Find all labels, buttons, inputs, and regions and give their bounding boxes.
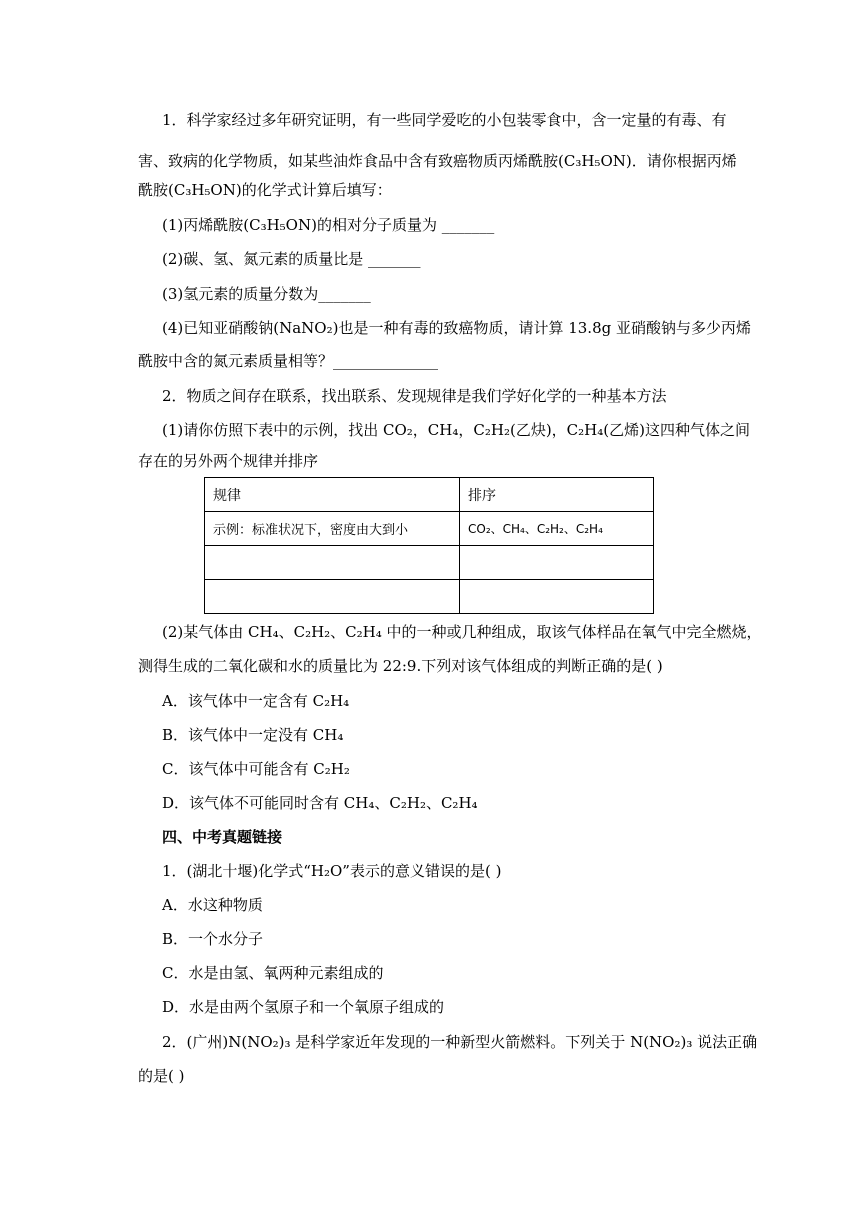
- q1-sub3: (3)氢元素的质量分数为_______: [162, 285, 371, 303]
- q2-sub1-line1: (1)请你仿照下表中的示例，找出 CO₂，CH₄，C₂H₂(乙炔)，C₂H₄(乙烯)这四种气体之间: [162, 421, 750, 439]
- q1-sub1: (1)丙烯酰胺(C₃H₅ON)的相对分子质量为 _______: [162, 216, 495, 234]
- q1-sub2: (2)碳、氢、氮元素的质量比是 _______: [162, 250, 421, 268]
- q2-option-a: A．该气体中一定含有 C₂H₄: [162, 692, 350, 710]
- q2-option-b: B．该气体中一定没有 CH₄: [162, 726, 344, 744]
- z2-line2: 的是( ): [138, 1067, 185, 1085]
- z2-line1: 2．(广州)N(NO₂)₃ 是科学家近年发现的一种新型火箭燃料。下列关于 N(NO₂)₃ 说法正确: [162, 1033, 758, 1051]
- z1-option-d: D．水是由两个氢原子和一个氧原子组成的: [162, 998, 445, 1016]
- q2-sub2-line2: 测得生成的二氧化碳和水的质量比为 22:9.下列对该气体组成的判断正确的是( ): [138, 657, 663, 675]
- table-header-row: [205, 478, 654, 512]
- table-cell: [460, 546, 654, 580]
- z1-option-b: B．一个水分子: [162, 930, 264, 948]
- q1-line2: 害、致病的化学物质，如某些油炸食品中含有致癌物质丙烯酰胺(C₃H₅ON)．请你根据丙烯: [138, 152, 737, 170]
- table-row: [205, 512, 654, 546]
- table-header-rule: 规律: [205, 478, 460, 512]
- table-header-order: 排序: [460, 478, 654, 512]
- table-cell: 示例：标准状况下，密度由大到小: [205, 512, 460, 546]
- z1-option-c: C．水是由氢、氧两种元素组成的: [162, 964, 384, 982]
- table-cell: [460, 580, 654, 614]
- q1-sub4-line2: 酰胺中含的氮元素质量相等？______________: [138, 352, 439, 370]
- q2-line1: 2．物质之间存在联系，找出联系、发现规律是我们学好化学的一种基本方法: [162, 387, 667, 405]
- q2-option-d: D．该气体不可能同时含有 CH₄、C₂H₂、C₂H₄: [162, 794, 478, 812]
- table-row: [205, 580, 654, 614]
- z1-option-a: A．水这种物质: [162, 896, 263, 914]
- q1-line3: 酰胺(C₃H₅ON)的化学式计算后填写：: [138, 181, 392, 199]
- table-cell: [205, 546, 460, 580]
- table-row: [205, 546, 654, 580]
- section-title: 四、中考真题链接: [162, 828, 283, 846]
- q2-sub2-line1: (2)某气体由 CH₄、C₂H₂、C₂H₄ 中的一种或几种组成，取该气体样品在氧气中完全燃烧，: [162, 623, 762, 641]
- q1-line1: 1．科学家经过多年研究证明，有一些同学爱吃的小包装零食中，含一定量的有毒、有: [162, 111, 727, 129]
- rules-table: [204, 477, 654, 614]
- table-cell: [205, 580, 460, 614]
- q1-sub4-line1: (4)已知亚硝酸钠(NaNO₂)也是一种有毒的致癌物质，请计算 13.8g 亚硝酸钠与多少丙烯: [162, 319, 751, 337]
- z1-stem: 1．(湖北十堰)化学式“H₂O”表示的意义错误的是( ): [162, 862, 502, 880]
- q2-sub1-line2: 存在的另外两个规律并排序: [138, 452, 319, 470]
- q2-option-c: C．该气体中可能含有 C₂H₂: [162, 760, 350, 778]
- table-cell: CO₂、CH₄、C₂H₂、C₂H₄: [460, 512, 654, 546]
